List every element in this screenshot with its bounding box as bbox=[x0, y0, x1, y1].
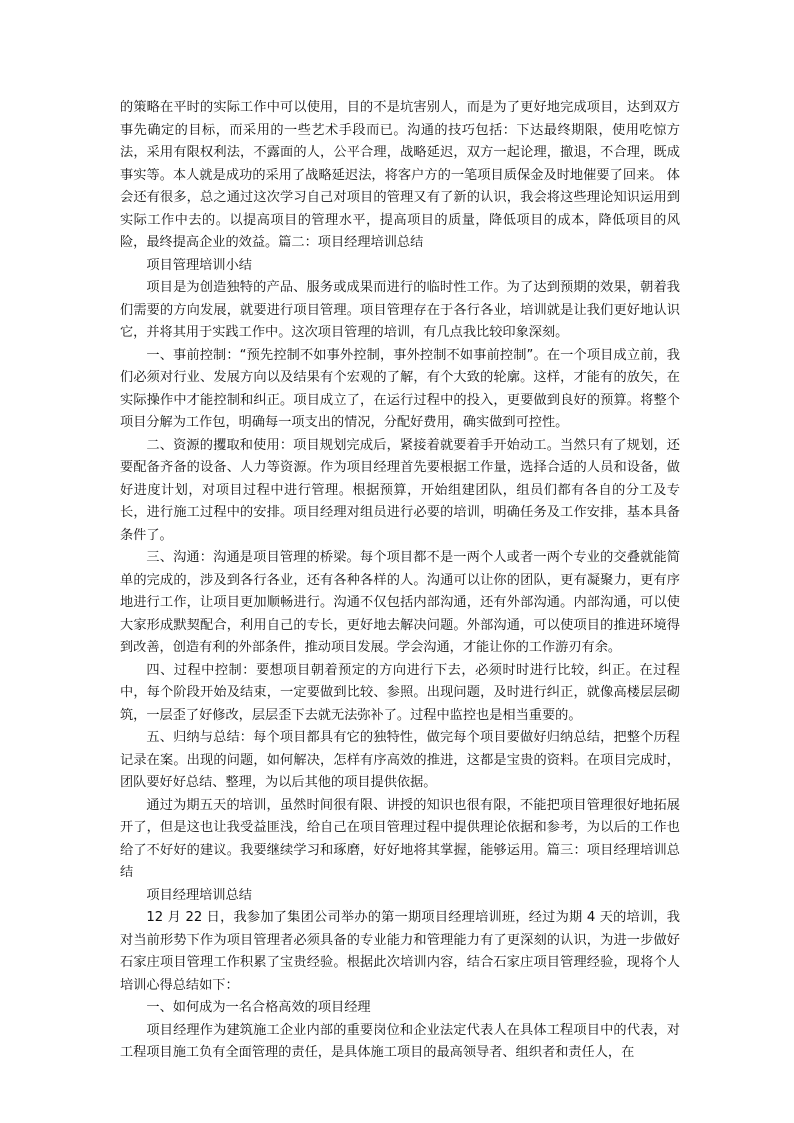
paragraph: 四、过程中控制：要想项目朝着预定的方向进行下去，必须时时进行比较，纠正。在过程中，每个阶段开始及结束，一定要做到比较、参照。出现问题，及时进行纠正，就像高楼层层砌筑，一层歪了好修改，层层歪下去就无法弥补了。过程中监控也是相当重要的。 bbox=[120, 662, 680, 723]
paragraph: 一、事前控制：“预先控制不如事外控制，事外控制不如事前控制”。在一个项目成立前，我们必须对行业、发展方向以及结果有个宏观的了解，有个大致的轮廓。这样，才能有的放矢，在实际操作中才能控制和纠正。项目成立了，在运行过程中的投入，更要做到良好的预算。将整个项目分解为工作包，明确每一项支出的情况，分配好费用，确实做到可控性。 bbox=[120, 347, 680, 430]
paragraph: 12 月 22 日，我参加了集团公司举办的第一期项目经理培训班，经过为期 4 天的培训，我对当前形势下作为项目管理者必须具备的专业能力和管理能力有了更深刻的认识，为进一步做好石家庄项目管理工作积累了宝贵经验。根据此次培训内容，结合石家庄项目管理经验，现将个人培训心得总结如下： bbox=[120, 910, 680, 993]
paragraph: 二、资源的攫取和使用：项目规划完成后，紧接着就要着手开始动工。当然只有了规划，还要配备齐备的设备、人力等资源。作为项目经理首先要根据工作量，选择合适的人员和设备，做好进度计划，对项目过程中进行管理。根据预算，开始组建团队，组员们都有各自的分工及专长，进行施工过程中的安排。项目经理对组员进行必要的培训，明确任务及工作安排，基本具备条件了。 bbox=[120, 437, 680, 543]
paragraph: 项目经理作为建筑施工企业内部的重要岗位和企业法定代表人在具体工程项目中的代表，对工程项目施工负有全面管理的责任，是具体施工项目的最高领导者、组织者和责任人，在 bbox=[120, 1022, 680, 1060]
paragraph: 三、沟通：沟通是项目管理的桥梁。每个项目都不是一两个人或者一两个专业的交叠就能简单的完成的，涉及到各行各业，还有各种各样的人。沟通可以让你的团队，更有凝聚力，更有序地进行工作，让项目更加顺畅进行。沟通不仅包括内部沟通，还有外部沟通。内部沟通，可以使大家形成默契配合，利用自己的专长，更好地去解决问题。外部沟通，可以使项目的推进环境得到改善，创造有利的外部条件，推动项目发展。学会沟通，才能让你的工作游刃有余。 bbox=[120, 550, 680, 655]
paragraph: 项目是为创造独特的产品、服务或成果而进行的临时性工作。为了达到预期的效果，朝着我们需要的方向发展，就要进行项目管理。项目管理存在于各行各业，培训就是让我们更好地认识它，并将其用于实践工作中。这次项目管理的培训，有几点我比较印象深刻。 bbox=[120, 280, 680, 340]
document-body bbox=[120, 97, 680, 1065]
section-title-pm-training: 项目经理培训总结 bbox=[146, 887, 252, 903]
paragraph: 通过为期五天的培训，虽然时间很有限、讲授的知识也很有限，不能把项目管理很好地拓展开了，但是这也让我受益匪浅，给自己在项目管理过程中提供理论依据和参考，为以后的工作也给了不好好的建议。我要继续学习和琢磨，好好地将其掌握，能够运用。篇三：项目经理培训总结 bbox=[120, 797, 680, 880]
paragraph: 五、归纳与总结：每个项目都具有它的独特性，做完每个项目要做好归纳总结，把整个历程记录在案。出现的问题，如何解决，怎样有序高效的推进，这都是宝贵的资料。在项目完成时，团队要好好总结、整理，为以后其他的项目提供依据。 bbox=[120, 730, 680, 790]
paragraph-intro: 的策略在平时的实际工作中可以使用，目的不是坑害别人，而是为了更好地完成项目，达到双方事先确定的目标，而采用的一些艺术手段而已。沟通的技巧包括：下达最终期限，使用吃惊方法，采用有限权利法，不露面的人，公平合理，战略延迟，双方一起论理，撤退，不合理，既成事实等。本人就是成功的采用了战略延迟法，将客户方的一笔项目质保金及时地催要了回来。 体会还有很多，总之通过这次学习自己对项目的管理又有了新的认识，我会将这些理论知识运用到实际工作中去的。以提高项目的管理水平，提高项目的质量，降低项目的成本，降低项目的风险，最终提高企业的效益。篇二：项目经理培训总结 bbox=[120, 100, 680, 250]
section-title-training-summary: 项目管理培训小结 bbox=[146, 257, 252, 273]
paragraph-heading: 一、如何成为一名合格高效的项目经理 bbox=[146, 1000, 371, 1015]
